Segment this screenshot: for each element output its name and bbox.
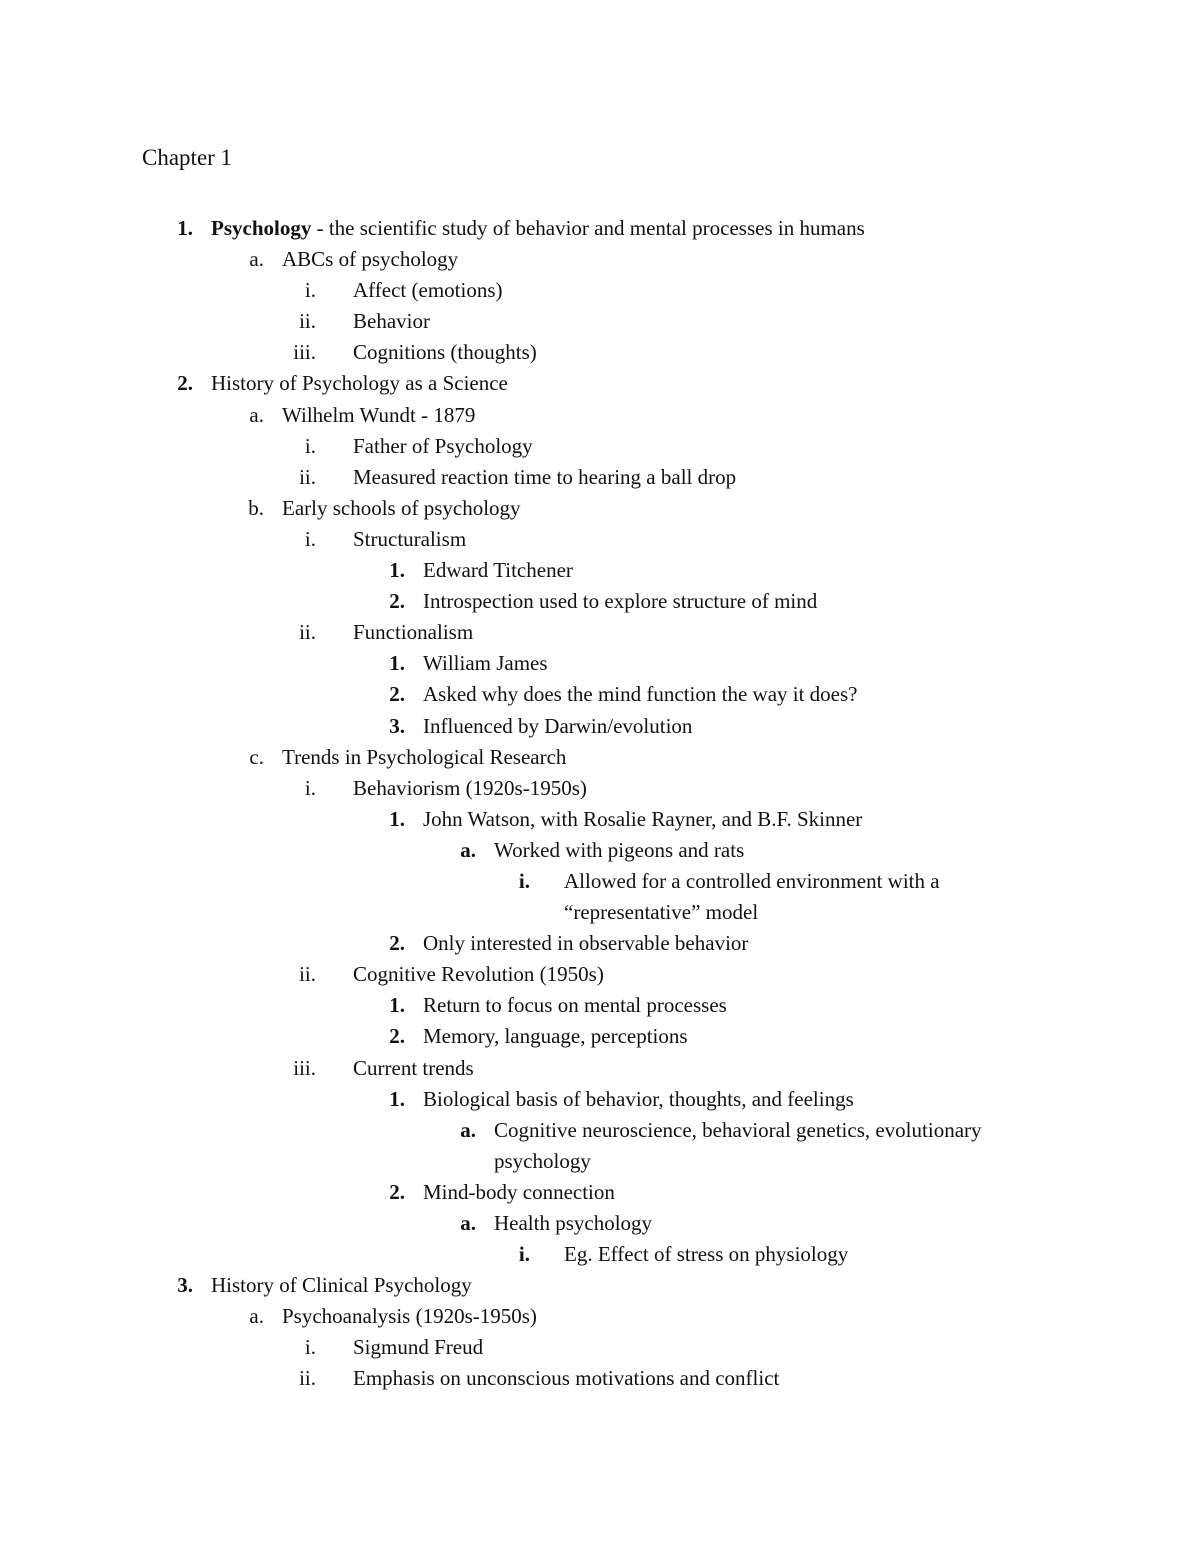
list-marker: 2. xyxy=(177,371,193,396)
outline-item xyxy=(0,1239,1200,1270)
outline-item-text: Eg. Effect of stress on physiology xyxy=(564,1242,849,1267)
list-marker: i. xyxy=(304,1335,316,1360)
outline-item-text: Behavior xyxy=(353,309,430,334)
outline-item xyxy=(0,990,1200,1021)
list-marker: a. xyxy=(460,1211,476,1235)
outline-item-text: Health psychology xyxy=(494,1211,653,1235)
list-marker: a. xyxy=(249,402,264,427)
outline-item-text: Mind-body connection xyxy=(423,1179,615,1204)
outline-item-text xyxy=(211,213,865,244)
list-marker: ii. xyxy=(299,620,316,645)
list-marker: ii. xyxy=(299,309,316,334)
defined-term: Psychology xyxy=(211,216,312,240)
outline-item xyxy=(0,524,1200,555)
outline-item xyxy=(0,742,1200,773)
outline-item xyxy=(0,306,1200,337)
outline-item xyxy=(0,1177,1200,1208)
outline-item-text: Allowed for a controlled environment with a xyxy=(564,868,940,893)
outline-item-text: Cognitive Revolution (1950s) xyxy=(353,962,604,987)
outline-item-text: Structuralism xyxy=(353,526,467,551)
outline-item-text: Affect (emotions) xyxy=(353,278,503,303)
list-marker: ii. xyxy=(299,464,316,489)
outline-item-text: Trends in Psychological Research xyxy=(282,744,567,769)
list-marker: 1. xyxy=(389,558,405,583)
list-marker: 1. xyxy=(177,216,193,240)
outline-item xyxy=(0,959,1200,990)
page-title: Chapter 1 xyxy=(142,145,233,170)
list-marker: a. xyxy=(249,247,264,272)
list-marker: i. xyxy=(304,526,316,551)
outline-item xyxy=(0,1053,1200,1084)
outline-item-text: Introspection used to explore structure of mind xyxy=(423,589,818,614)
outline-item xyxy=(0,368,1200,399)
list-marker: 2. xyxy=(389,931,405,956)
outline-item-text: History of Clinical Psychology xyxy=(211,1273,472,1298)
outline-item-text: Behaviorism (1920s-1950s) xyxy=(353,775,587,800)
outline-item xyxy=(0,213,1200,244)
list-marker: i. xyxy=(304,433,316,458)
outline-item xyxy=(0,1146,1200,1177)
outline-item-text: Cognitions (thoughts) xyxy=(353,340,537,365)
list-marker: iii. xyxy=(293,340,316,365)
outline-item xyxy=(0,493,1200,524)
outline-item-text: Edward Titchener xyxy=(423,558,573,583)
outline-item-text: Biological basis of behavior, thoughts, and feelings xyxy=(423,1086,854,1111)
outline-item xyxy=(0,400,1200,431)
list-marker: i. xyxy=(304,775,316,800)
list-marker: ii. xyxy=(299,1366,316,1391)
outline-item xyxy=(0,1084,1200,1115)
outline-item xyxy=(0,679,1200,710)
outline-item-text: John Watson, with Rosalie Rayner, and B.F. Skinner xyxy=(423,806,863,831)
outline-item-text: Influenced by Darwin/evolution xyxy=(423,713,693,738)
outline-item-text: Current trends xyxy=(353,1055,474,1080)
outline-item-text: Emphasis on unconscious motivations and conflict xyxy=(353,1366,780,1391)
list-marker: c. xyxy=(249,744,264,769)
outline-item xyxy=(0,1208,1200,1239)
outline-item xyxy=(0,1332,1200,1363)
outline-item xyxy=(0,617,1200,648)
outline-item-text: Return to focus on mental processes xyxy=(423,993,727,1018)
list-marker: 1. xyxy=(389,1086,405,1111)
outline-item-text: Psychoanalysis (1920s-1950s) xyxy=(282,1304,537,1329)
list-marker: 2. xyxy=(389,1024,405,1049)
list-marker: 2. xyxy=(389,1179,405,1204)
outline-item xyxy=(0,648,1200,679)
outline-item xyxy=(0,1021,1200,1052)
list-marker: 1. xyxy=(389,651,405,676)
definition-text: - the scientific study of behavior and mental processes in humans xyxy=(311,216,865,240)
list-marker: i. xyxy=(304,278,316,303)
list-marker: 1. xyxy=(389,806,405,831)
outline-item-text: Asked why does the mind function the way it does? xyxy=(423,682,858,707)
outline-item-text: Measured reaction time to hearing a ball drop xyxy=(353,464,737,489)
outline-item-text: Functionalism xyxy=(353,620,474,645)
outline-item xyxy=(0,804,1200,835)
outline-item xyxy=(0,897,1200,928)
outline-item-text: “representative” model xyxy=(564,900,759,925)
outline-item xyxy=(0,244,1200,275)
list-marker: 2. xyxy=(389,589,405,614)
list-marker: a. xyxy=(460,837,476,862)
outline-item xyxy=(0,773,1200,804)
outline-item-text: psychology xyxy=(494,1148,591,1173)
outline-item-text: ABCs of psychology xyxy=(282,247,459,272)
list-marker: i. xyxy=(518,868,530,893)
outline-list xyxy=(0,213,1200,1395)
list-marker: ii. xyxy=(299,962,316,987)
list-marker: a. xyxy=(249,1304,264,1329)
outline-item-text: Father of Psychology xyxy=(353,433,533,458)
list-marker: 1. xyxy=(389,993,405,1018)
outline-item-text: William James xyxy=(423,651,548,676)
outline-item xyxy=(0,586,1200,617)
outline-item-text: Sigmund Freud xyxy=(353,1335,484,1360)
list-marker: a. xyxy=(460,1117,476,1142)
list-marker: iii. xyxy=(293,1055,316,1080)
outline-item xyxy=(0,275,1200,306)
outline-item xyxy=(0,462,1200,493)
outline-item-text: History of Psychology as a Science xyxy=(211,371,508,396)
outline-item xyxy=(0,555,1200,586)
list-marker: 3. xyxy=(389,713,405,738)
outline-item xyxy=(0,1363,1200,1394)
outline-item-text: Worked with pigeons and rats xyxy=(494,837,745,862)
outline-item xyxy=(0,866,1200,897)
outline-item-text: Wilhelm Wundt - 1879 xyxy=(282,402,476,427)
outline-item xyxy=(0,711,1200,742)
outline-item-text: Only interested in observable behavior xyxy=(423,931,749,956)
list-marker: 2. xyxy=(389,682,405,707)
outline-item xyxy=(0,928,1200,959)
list-marker: 3. xyxy=(177,1273,193,1298)
outline-item xyxy=(0,337,1200,368)
outline-item xyxy=(0,835,1200,866)
outline-item-text: Early schools of psychology xyxy=(282,495,521,520)
outline-item-text: Cognitive neuroscience, behavioral genetics, evolutionary xyxy=(494,1117,982,1142)
outline-item xyxy=(0,1301,1200,1332)
outline-item xyxy=(0,1270,1200,1301)
outline-item xyxy=(0,1115,1200,1146)
outline-item-text: Memory, language, perceptions xyxy=(423,1024,688,1049)
outline-item xyxy=(0,431,1200,462)
list-marker: b. xyxy=(248,495,264,520)
list-marker: i. xyxy=(518,1242,530,1267)
